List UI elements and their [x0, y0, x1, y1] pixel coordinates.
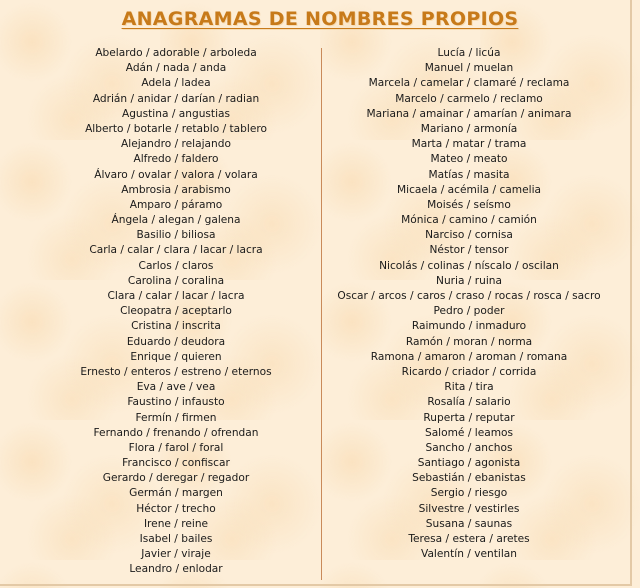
anagram-entry: Santiago / agonista [417, 457, 521, 470]
anagram-entry: Alberto / botarle / retablo / tablero [85, 122, 267, 135]
anagram-entry: Carolina / coralina [127, 274, 225, 287]
anagram-entry: Mateo / meato [430, 153, 508, 166]
anagram-entry: Leandro / enlodar [129, 563, 223, 576]
anagram-entry: Susana / saunas [425, 517, 513, 530]
anagram-entry: Adán / nada / anda [125, 62, 227, 75]
anagram-entry: Alejandro / relajando [121, 138, 231, 151]
anagram-entry: Teresa / estera / aretes [408, 533, 530, 545]
anagram-entry: Ambrosia / arabismo [121, 183, 231, 196]
anagram-entry: Sebastián / ebanistas [412, 472, 526, 485]
anagram-entry: Oscar / arcos / caros / craso / rocas / rosca / sacro [337, 290, 601, 302]
anagram-entry: Sancho / anchos [425, 441, 513, 454]
anagram-entry: Gerardo / deregar / regador [102, 472, 250, 485]
title-container [0, 8, 640, 30]
anagram-entry: Cleopatra / aceptarlo [120, 305, 232, 318]
anagram-entry: Ángela / alegan / galena [111, 214, 241, 227]
anagram-entry: Germán / margen [129, 487, 223, 500]
anagram-entry: Flora / farol / foral [128, 441, 224, 454]
anagram-entry: Manuel / muelan [424, 62, 514, 75]
anagram-entry: Nicolás / colinas / níscalo / oscilan [379, 259, 559, 272]
anagram-entry: Fermín / firmen [135, 411, 217, 424]
anagram-entry: Marcela / camelar / clamaré / reclama [368, 77, 570, 90]
anagram-entry: Valentín / ventilan [421, 548, 517, 561]
anagram-entry: Marta / matar / trama [411, 138, 527, 151]
anagram-entry: Ramona / amaron / aroman / romana [370, 350, 568, 363]
anagram-entry: Mariano / armonía [420, 122, 518, 135]
anagram-entry: Ramón / moran / norma [405, 335, 533, 348]
anagram-columns [0, 46, 640, 581]
anagram-entry: Lucía / licúa [437, 47, 501, 59]
anagram-entry: Amparo / páramo [129, 198, 223, 211]
anagram-entry: Ruperta / reputar [423, 411, 515, 424]
anagram-entry: Fernando / frenando / ofrendan [93, 426, 259, 439]
anagram-entry: Moisés / seísmo [427, 198, 511, 211]
anagram-entry: Mariana / amainar / amarían / animara [366, 107, 572, 120]
anagram-entry: Faustino / infausto [127, 396, 225, 409]
anagram-entry: Rita / tira [444, 381, 494, 394]
anagram-entry: Ernesto / enteros / estreno / eternos [80, 365, 272, 378]
anagram-entry: Carla / calar / clara / lacar / lacra [89, 244, 263, 257]
anagram-entry: Irene / reine [143, 517, 209, 530]
anagram-entry: Salomé / leamos [424, 426, 514, 439]
anagram-entry: Adela / ladea [141, 77, 211, 90]
anagram-entry: Silvestre / vestirles [418, 502, 520, 515]
anagram-entry: Carlos / claros [138, 259, 214, 272]
anagram-entry: Cristina / inscrita [131, 320, 221, 333]
anagram-entry: Pedro / poder [433, 305, 505, 318]
anagram-entry: Sergio / riesgo [430, 487, 508, 500]
anagram-entry: Álvaro / ovalar / valora / volara [94, 168, 258, 181]
anagram-entry: Isabel / bailes [139, 533, 213, 545]
anagram-entry: Ricardo / criador / corrida [401, 365, 537, 378]
anagram-entry: Eduardo / deudora [126, 335, 226, 348]
anagram-entry: Agustina / angustias [121, 107, 231, 120]
anagram-entry: Alfredo / faldero [133, 153, 219, 166]
anagram-entry: Adrián / anidar / darían / radian [92, 92, 260, 105]
anagram-entry: Raimundo / inmaduro [411, 320, 527, 333]
anagram-entry: Abelardo / adorable / arboleda [95, 47, 257, 59]
anagram-entry: Héctor / trecho [136, 502, 216, 515]
anagram-entry: Clara / calar / lacar / lacra [107, 290, 245, 302]
anagram-entry: Rosalía / salario [427, 396, 511, 409]
anagram-entry: Narciso / cornisa [425, 229, 513, 242]
anagram-entry: Basilio / biliosa [136, 229, 216, 242]
anagram-entry: Néstor / tensor [429, 244, 509, 257]
anagram-entry: Micaela / acémila / camelia [396, 183, 542, 196]
anagram-entry: Mónica / camino / camión [401, 214, 537, 227]
anagram-entry: Eva / ave / vea [136, 381, 216, 394]
anagram-entry: Matías / masita [428, 168, 510, 181]
anagram-entry: Marcelo / carmelo / reclamo [395, 92, 543, 105]
anagram-entry: Javier / viraje [141, 548, 211, 561]
anagram-entry: Enrique / quieren [130, 350, 222, 363]
right-column [290, 46, 640, 562]
page-title: ANAGRAMAS DE NOMBRES PROPIOS [121, 8, 519, 30]
anagram-entry: Nuria / ruina [436, 274, 502, 287]
anagram-entry: Francisco / confiscar [122, 457, 230, 470]
